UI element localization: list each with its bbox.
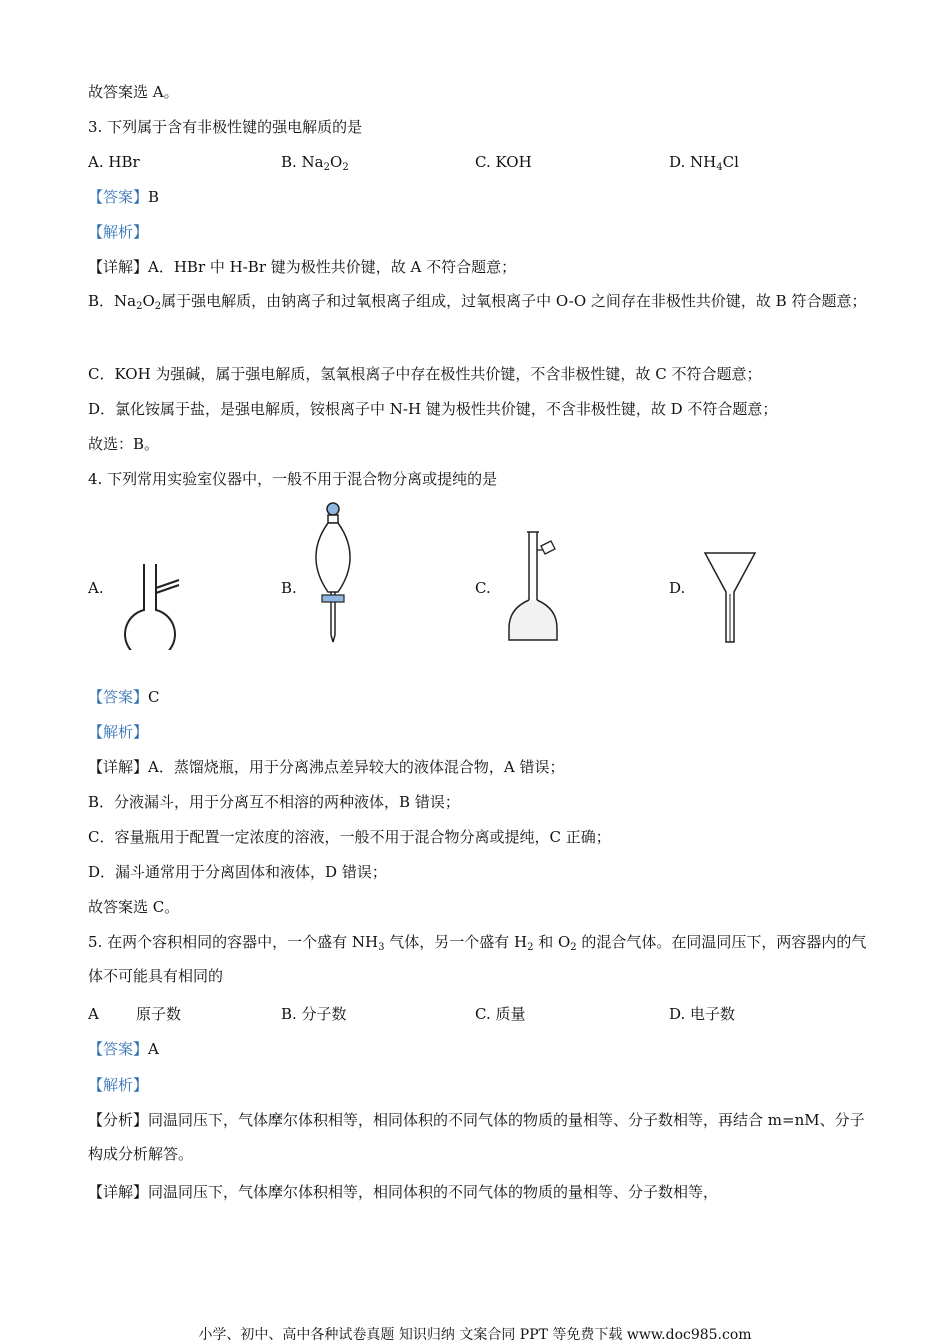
- q3-answer: [88, 187, 159, 207]
- q4-detail-label: 【详解】: [88, 758, 149, 776]
- q4-detail-d: D．漏斗通常用于分离固体和液体，D 错误；: [88, 863, 387, 881]
- q3-option-b-sub2: 2: [342, 162, 349, 173]
- q5-detail-text: 同温同压下，气体摩尔体积相等，相同体积的不同气体的物质的量相等、分子数相等，: [148, 1183, 719, 1201]
- q5-options: [88, 1004, 868, 1024]
- q3-option-d-text: D. NH: [669, 153, 717, 171]
- q5-stem-part1: 5. 在两个容积相同的容器中，一个盛有 NH: [88, 933, 379, 951]
- q3-option-a: A. HBr: [88, 153, 140, 171]
- q5-option-a-text: 原子数: [136, 1005, 182, 1023]
- q5-answer-value: A: [148, 1040, 159, 1058]
- q5-analysis-text: [88, 1103, 868, 1171]
- q4-analysis-label: 【解析】: [88, 723, 149, 741]
- q3-detail-a: [88, 257, 516, 277]
- q4-answer-label: 【答案】: [88, 688, 149, 706]
- q4-stem: 4. 下列常用实验室仪器中，一般不用于混合物分离或提纯的是: [88, 470, 498, 488]
- q3-analysis-label: 【解析】: [88, 223, 149, 241]
- q3-detail-a-text: A．HBr 中 H-Br 键为极性共价键，故 A 不符合题意；: [148, 258, 517, 276]
- q5-stem-part3: 和 O: [533, 933, 571, 951]
- q5-detail: [88, 1182, 718, 1202]
- q4-conclusion: 故答案选 C。: [88, 898, 180, 916]
- q5-stem-part2: 气体，另一个盛有 H: [384, 933, 528, 951]
- q3-detail-b-mid: O: [142, 292, 155, 310]
- q3-conclusion: 故选：B。: [88, 435, 160, 453]
- q5-option-d: D. 电子数: [669, 1005, 736, 1023]
- q5-stem-sub1: 3: [378, 942, 385, 953]
- q4-option-a-label: A.: [88, 579, 104, 597]
- q3-option-d-post: Cl: [722, 153, 739, 171]
- q5-answer-label: 【答案】: [88, 1040, 149, 1058]
- q3-option-d: [669, 152, 739, 172]
- q4-detail-a-text: A．蒸馏烧瓶，用于分离沸点差异较大的液体混合物，A 错误；: [148, 758, 565, 776]
- q4-option-b-label: B.: [281, 579, 297, 597]
- q3-detail-c: C．KOH 为强碱，属于强电解质，氢氧根离子中存在极性共价键，不含非极性键，故 C 不符合题意；: [88, 365, 762, 383]
- volumetric-flask-icon: [505, 528, 565, 646]
- q3-stem: 3. 下列属于含有非极性键的强电解质的是: [88, 118, 363, 136]
- q5-detail-label: 【详解】: [88, 1183, 149, 1201]
- q4-answer: [88, 687, 160, 707]
- q3-detail-b-sub1: 2: [136, 301, 143, 312]
- q3-detail-b: [88, 284, 868, 318]
- q3-option-b-sub1: 2: [323, 162, 331, 173]
- q3-detail-b-post: 属于强电解质，由钠离子和过氧根离子组成，过氧根离子中 O-O 之间存在非极性共价键，故 B 符合题意；: [161, 292, 867, 310]
- q3-option-b-mid: O: [330, 153, 343, 171]
- q5-stem-sub3: 2: [570, 942, 577, 953]
- q5-analysis2-body: 同温同压下，气体摩尔体积相等，相同体积的不同气体的物质的量相等、分子数相等，再结合 m=nM、分子构成分析解答。: [88, 1111, 865, 1163]
- q5-stem-sub2: 2: [527, 942, 534, 953]
- page-footer: 小学、初中、高中各种试卷真题 知识归纳 文案合同 PPT 等免费下载 www.doc985.com: [198, 1327, 752, 1343]
- q4-answer-value: C: [148, 688, 160, 706]
- q3-detail-b-pre: B．Na: [88, 292, 137, 310]
- q4-detail-a: [88, 757, 564, 777]
- q3-options: [88, 152, 868, 172]
- q4-option-d-label: D.: [669, 579, 686, 597]
- q5-option-a-letter: A: [88, 1005, 99, 1023]
- q3-detail-d: D．氯化铵属于盐，是强电解质，铵根离子中 N-H 键为极性共价键，不含非极性键，故 D 不符合题意；: [88, 400, 778, 418]
- q5-stem-part4: 的混合气体。在同温同压下，两容器内的气体不可能具有相同的: [88, 933, 867, 985]
- distillation-flask-icon: [115, 560, 190, 650]
- q3-option-b: [281, 152, 349, 172]
- q5-analysis-label: 【解析】: [88, 1076, 149, 1094]
- prev-conclusion: 故答案选 A。: [88, 83, 179, 101]
- q4-detail-c: C．容量瓶用于配置一定浓度的溶液，一般不用于混合物分离或提纯，C 正确；: [88, 828, 611, 846]
- q5-analysis2-label: 【分析】: [88, 1111, 149, 1129]
- q3-detail-label: 【详解】: [88, 258, 149, 276]
- q3-detail-b-sub2: 2: [154, 301, 162, 312]
- q3-option-d-sub: 4: [716, 162, 723, 173]
- q5-answer: [88, 1039, 159, 1059]
- q5-option-c: C. 质量: [475, 1005, 526, 1023]
- separatory-funnel-icon: [300, 500, 370, 646]
- q3-answer-label: 【答案】: [88, 188, 149, 206]
- q3-option-c: C. KOH: [475, 153, 532, 171]
- q4-option-c-label: C.: [475, 579, 491, 597]
- q4-detail-b: B．分液漏斗，用于分离互不相溶的两种液体，B 错误；: [88, 793, 460, 811]
- funnel-icon: [700, 550, 760, 646]
- q5-stem: [88, 925, 868, 993]
- q5-option-b: B. 分子数: [281, 1005, 347, 1023]
- q3-option-b-text: B. Na: [281, 153, 324, 171]
- q3-answer-value: B: [148, 188, 160, 206]
